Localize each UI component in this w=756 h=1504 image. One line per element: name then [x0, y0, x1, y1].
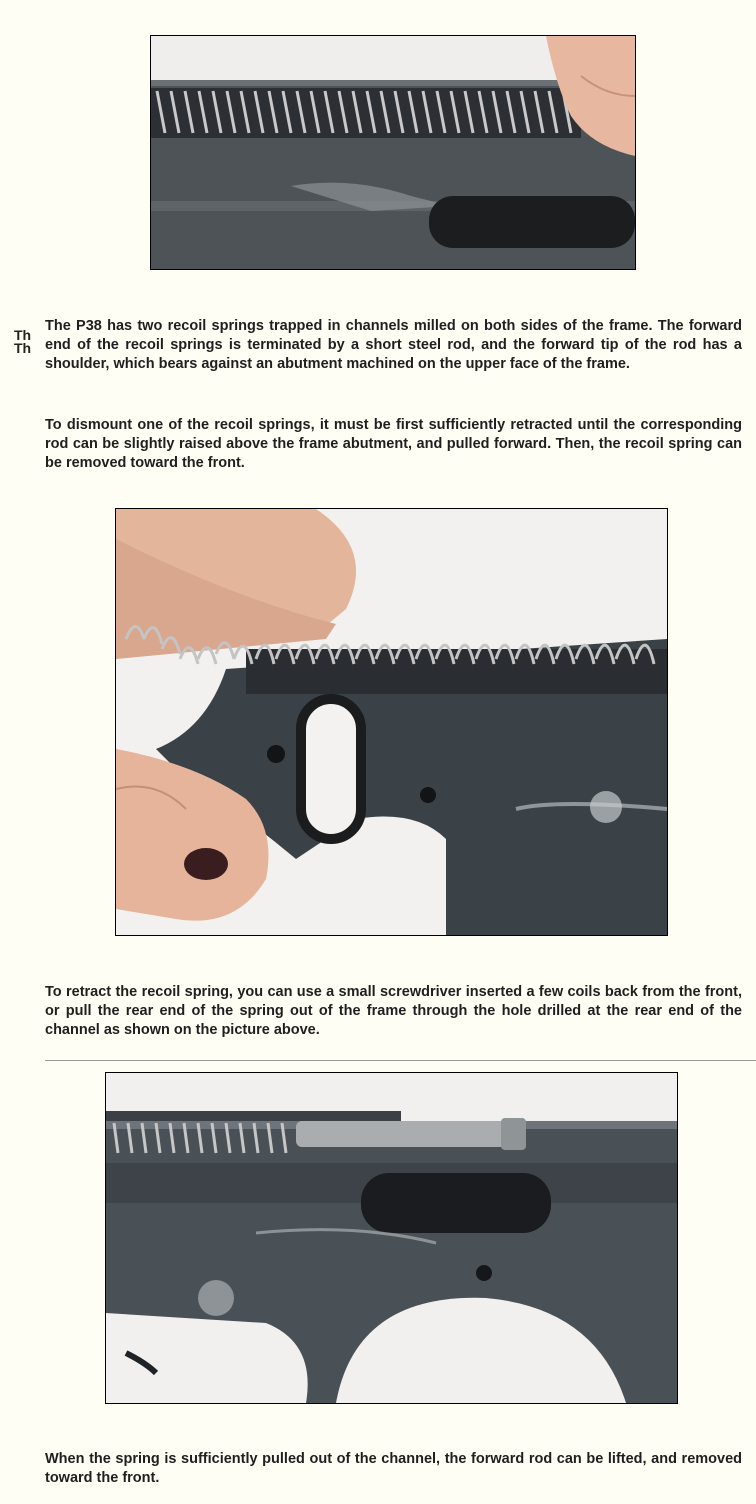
photo-rod-lifted: [105, 1072, 678, 1404]
photo-3-illustration: [106, 1073, 677, 1403]
stray-text-line-2: Th: [14, 340, 32, 356]
paragraph-remove-rod: When the spring is sufficiently pulled out of the channel, the forward rod can be lifted, and removed toward the front.: [45, 1451, 742, 1486]
photo-2-illustration: [116, 509, 667, 935]
stray-text-fragment: [14, 329, 31, 355]
paragraph-retract-spring: To retract the recoil spring, you can use a small screwdriver inserted a few coils back from the front, or pull the rear end of the spring out of the frame through the hole drilled at the rear end of the channel as shown on the picture above.: [45, 984, 742, 1038]
paragraph-recoil-spring-intro: The P38 has two recoil springs trapped in channels milled on both sides of the frame. The forward end of the recoil springs is terminated by a short steel rod, and the forward tip of the rod has a shoulder, which bears against an abutment machined on the upper face of the frame.: [45, 318, 742, 372]
photo-recoil-spring-channel: [150, 35, 636, 270]
horizontal-divider: [45, 1060, 756, 1061]
photo-1-illustration: [151, 36, 635, 269]
photo-pulling-spring-out: [115, 508, 668, 936]
stray-text-line-1: Th: [14, 327, 32, 343]
paragraph-dismount-instructions: To dismount one of the recoil springs, it must be first sufficiently retracted until the corresponding rod can be slightly raised above the frame abutment, and pulled forward. Then, the recoil spring can be removed toward the front.: [45, 417, 742, 471]
